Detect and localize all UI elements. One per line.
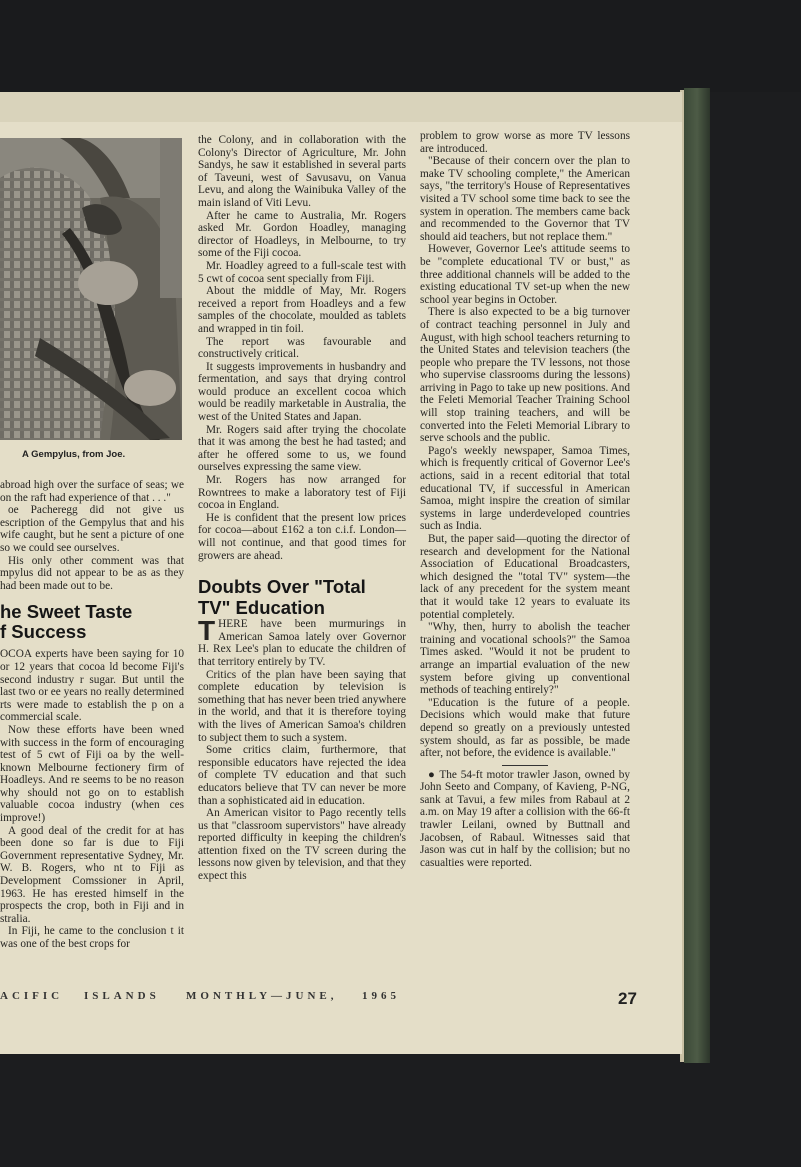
- article-heading-sweet-taste: [0, 602, 184, 642]
- paragraph: An American visitor to Pago recently tells us that "classroom supervistors" have already reported difficulty in keeping the children's attention fixed on the TV screen during the lessons now given by television, and that they expect this: [198, 807, 406, 883]
- book-binding: [684, 88, 710, 1063]
- paragraph: The report was favourable and constructively critical.: [198, 335, 406, 361]
- heading-line: he Sweet Taste: [0, 601, 133, 623]
- article-heading-total-tv: [198, 576, 406, 618]
- paragraph: After he came to Australia, Mr. Rogers asked Mr. Gordon Hoadley, managing director of Hoadleys, in Melbourne, to try some of the Fiji cocoa.: [198, 209, 406, 260]
- column-middle: [198, 134, 406, 883]
- paragraph: A good deal of the credit for at has been done so far is due to Fiji Government representative Sydney, Mr. W. B. Rogers, who nt to Fiji as Development Comssioner in April, 1963. He has erested himself in the prospects the crop, both in Fiji and in stralia.: [0, 824, 184, 925]
- paragraph: "Why, then, hurry to abolish the teacher training and vocational schools?" the Samoa Times asked. "Would it not be prudent to arrange an impartial evaluation of the new system before giving up conventional methods of teaching entirely?": [420, 621, 630, 697]
- paragraph: oe Pacheregg did not give us escription of the Gempylus that and his wife caught, but he sent a picture of one so we could see ourselves.: [0, 504, 184, 554]
- paragraph: problem to grow worse as more TV lessons are introduced.: [420, 130, 630, 155]
- column-right: [420, 130, 630, 869]
- paragraph: "Education is the future of a people. Decisions which would make that future depend so greatly on a previously untested system should, as far as possible, be made after, not before, the evidence is available.": [420, 696, 630, 760]
- paragraph: Mr. Rogers has now arranged for Rowntrees to make a laboratory test of Fiji cocoa in England.: [198, 474, 406, 512]
- background-shadow: [0, 0, 801, 92]
- paragraph: the Colony, and in collaboration with the Colony's Director of Agriculture, Mr. John Sandys, he saw it established in several parts of Taveuni, west of Savusavu, on Vanua Levu, and along the Wainibuka Valley of the main island of Viti Levu.: [198, 134, 406, 209]
- paragraph: abroad high over the surface of seas; we on the raft had experience of that . . .": [0, 479, 184, 504]
- heading-line: TV" Education: [198, 597, 325, 619]
- paragraph: Pago's weekly newspaper, Samoa Times, which is frequently critical of Governor Lee's actions, said in a recent editorial that total educational TV, if successful in American Samoa, might inspire the creation of similar systems in large underdeveloped countries such as India.: [420, 444, 630, 533]
- footer-publication-part: ACIFIC: [0, 990, 64, 1002]
- paragraph: However, Governor Lee's attitude seems to be "complete educational TV or bust," as three additional channels will be added to the existing educational TV set-up when the new school year begins in October.: [420, 243, 630, 306]
- paragraph-text: HERE have been murmurings in American Samoa lately over Governor H. Rex Lee's plan to educate the children of that territory entirely by TV.: [198, 618, 406, 668]
- paragraph: But, the paper said—quoting the director of research and development for the National Association of Educational Broadcasters, which designed the "total TV" system—the lack of any precedent for the system meant that it would take 12 years to evaluate its potential completely.: [420, 533, 630, 621]
- paragraph: He is confident that the present low prices for cocoa—about £162 a ton c.i.f. London—will not continue, and that good times for growers are ahead.: [198, 511, 406, 562]
- paragraph: "Because of their concern over the plan to make TV schooling complete," the American says, "the territory's House of Representatives visited a TV school some time back to see the system in operation. The members came back and recommended to the Governor that TV should aid teachers, but not replace them.": [420, 155, 630, 243]
- drop-cap: T: [198, 615, 216, 647]
- paragraph: Mr. Hoadley agreed to a full-scale test with 5 cwt of cocoa sent specially from Fiji.: [198, 259, 406, 285]
- paragraph: There is also expected to be a big turnover of contract teaching personnel in July and August, with high school teachers returning to the United States and television teachers (the people who prepare the TV lessons, not those who supervise classrooms during the lessons) arriving in Pago to take up new positions. And the Feleti Memorial Teacher Training School will stop training teachers, and will be converted into the Feleti Memorial Library to serve schools and the public.: [420, 306, 630, 445]
- magazine-page: [0, 92, 682, 1054]
- paragraph: Now these efforts have been wned with success in the form of encouraging test of 5 cwt of Fiji oa by the well-known Melbourne fectionery firm of Hoadleys. And re seems to be no reason why should not go on to establish valuable cocoa industry (when ces improve!): [0, 723, 184, 825]
- paragraph-with-dropcap: [198, 615, 406, 668]
- column-left: [0, 479, 184, 951]
- gempylus-photo-image: [0, 138, 182, 440]
- gempylus-photo: [0, 138, 182, 440]
- heading-line: f Success: [0, 621, 87, 643]
- footer-year: 1965: [362, 990, 400, 1002]
- page-number: 27: [618, 989, 637, 1008]
- paragraph: ● The 54-ft motor trawler Jason, owned by John Seeto and Company, of Kavieng, P-NG, sank at Tavui, a few miles from Rabaul at 2 a.m. on May 19 after a collision with the 66-ft trawler Leilani, owned by Buttnall and Jacobsen, of Rabaul. Witnesses said that Jason was cut in half by the collision; but no casualties were reported.: [420, 768, 630, 869]
- heading-line: Doubts Over "Total: [198, 576, 366, 598]
- paragraph: Critics of the plan have been saying that complete education by television is something that has never been tried anywhere in the world, and that it is therefore toying with the lives of American Samoa's children to subject them to such a system.: [198, 668, 406, 744]
- page-top-margin: [0, 92, 682, 122]
- paragraph: His only other comment was that mpylus did not appear to be as as they had been made out to be.: [0, 554, 184, 592]
- paragraph: Some critics claim, furthermore, that responsible educators have rejected the idea of complete TV education and that such educators believe that TV can never be more than a sophisticated aid in education.: [198, 744, 406, 807]
- paragraph: OCOA experts have been saying for 10 or 12 years that cocoa ld become Fiji's second industry r sugar. But until the last two or ee years no really determined rts were made to establish the p on a commercial scale.: [0, 648, 184, 724]
- paragraph: In Fiji, he came to the conclusion t it was one of the best crops for: [0, 925, 184, 950]
- paragraph: Mr. Rogers said after trying the chocolate that it was among the best he had tasted; and after he offered some to us, we found ourselves expressing the same view.: [198, 423, 406, 474]
- paragraph: About the middle of May, Mr. Rogers received a report from Hoadleys and a few samples of the chocolate, moulded as tablets and wrapped in tin foil.: [198, 285, 406, 335]
- photo-caption: A Gempylus, from Joe.: [22, 449, 126, 460]
- section-divider: [502, 765, 548, 766]
- footer-publication-part: MONTHLY—JUNE,: [186, 990, 338, 1002]
- paragraph: It suggests improvements in husbandry and fermentation, and says that drying control would produce an excellent cocoa which would be readily marketable in Australia, the west of the United States and Japan.: [198, 360, 406, 424]
- footer-publication-part: ISLANDS: [84, 990, 160, 1002]
